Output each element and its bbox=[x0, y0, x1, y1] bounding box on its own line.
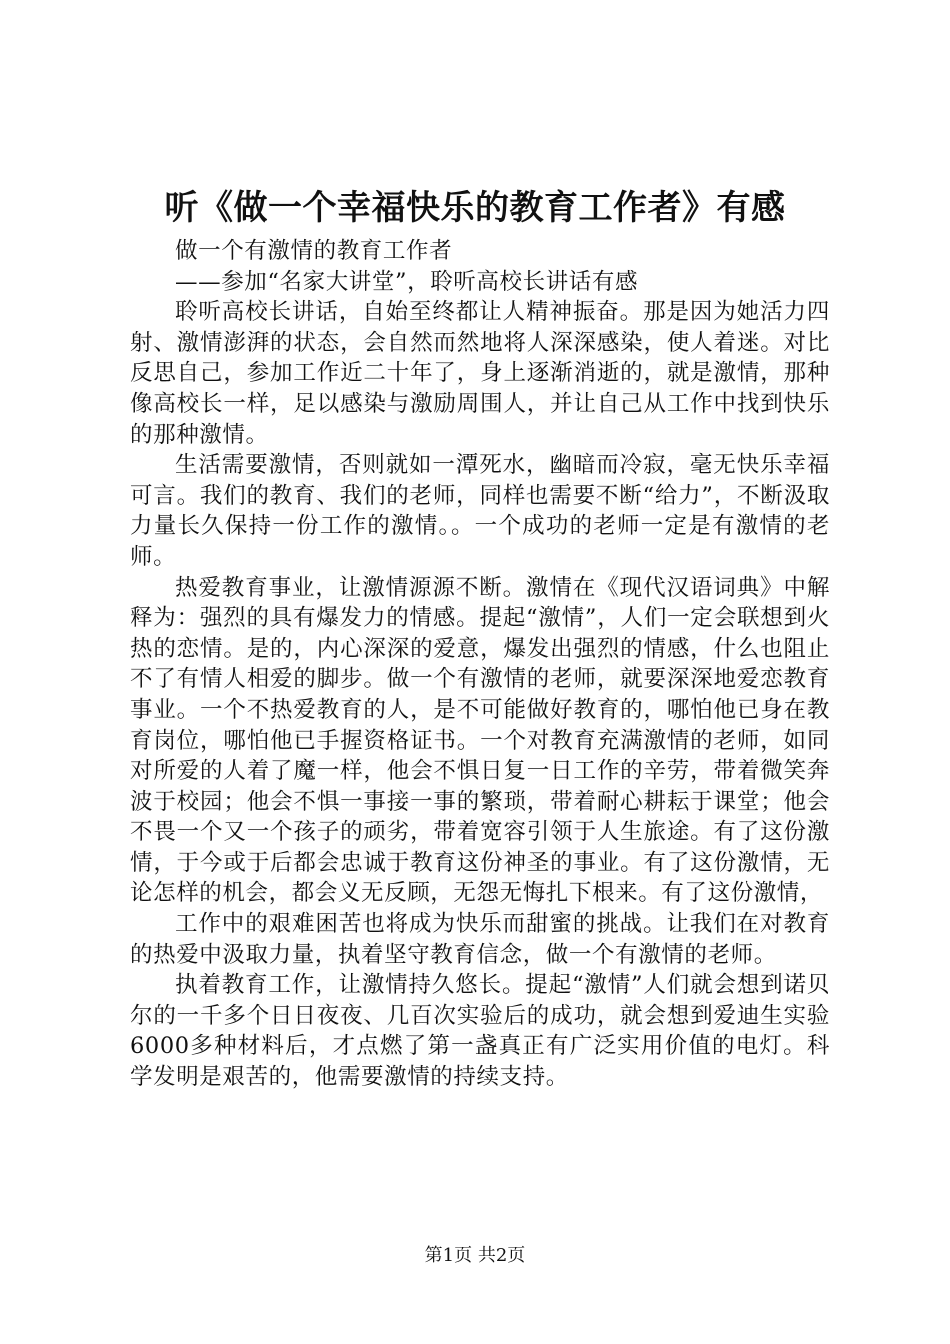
section-heading: 做一个有激情的教育工作者 bbox=[175, 238, 453, 264]
section-subheading: ——参加“名家大讲堂”，聆听高校长讲话有感 bbox=[175, 268, 639, 295]
paragraph-3: 热爱教育事业，让激情源源不断。激情在《现代汉语词典》中解释为：强烈的具有爆发力的情感。提起“激情”，人们一定会联想到火热的恋情。是的，内心深深的爱意，爆发出强烈的情感，什么也阻止不了有情人相爱的脚步。做一个有激情的老师，就要深深地爱恋教育事业。一个不热爱教育的人，是不可能做好教育的，哪怕他已身在教育岗位，哪怕他已手握资格证书。一个对教育充满激情的老师，如同对所爱的人着了魔一样，他会不惧日复一日工作的辛劳，带着微笑奔波于校园；他会不惧一事接一事的繁琐，带着耐心耕耘于课堂；他会不畏一个又一个孩子的顽劣，带着宽容引领于人生旅途。有了这份激情，于今或于后都会忠诚于教育这份神圣的事业。有了这份激情，无论怎样的机会，都会义无反顾，无怨无悔扎下根来。有了这份激情， bbox=[130, 574, 830, 907]
paragraph-1: 聆听高校长讲话，自始至终都让人精神振奋。那是因为她活力四射、激情澎湃的状态，会自然而然地将人深深感染，使人着迷。对比反思自己，参加工作近二十年了，身上逐渐消逝的，就是激情，那种像高校长一样，足以感染与激励周围人，并让自己从工作中找到快乐的那种激情。 bbox=[130, 299, 830, 448]
paragraph-2: 生活需要激情，否则就如一潭死水，幽暗而冷寂，毫无快乐幸福可言。我们的教育、我们的老师，同样也需要不断“给力”，不断汲取力量长久保持一份工作的激情。。一个成功的老师一定是有激情的老师。 bbox=[130, 452, 830, 570]
paragraph-5: 执着教育工作，让激情持久悠长。提起“激情”人们就会想到诺贝尔的一千多个日日夜夜、几百次实验后的成功，就会想到爱迪生实验6000多种材料后，才点燃了第一盏真正有广泛实用价值的电灯。科学发明是艰苦的，他需要激情的持续支持。 bbox=[130, 972, 830, 1091]
page-footer: 第1页 共2页 bbox=[424, 1245, 526, 1266]
document-title: 听《做一个幸福快乐的教育工作者》有感 bbox=[164, 188, 786, 228]
paragraph-4: 工作中的艰难困苦也将成为快乐而甜蜜的挑战。让我们在对教育的热爱中汲取力量，执着坚守教育信念，做一个有激情的老师。 bbox=[130, 911, 830, 968]
document-body bbox=[130, 236, 830, 1093]
